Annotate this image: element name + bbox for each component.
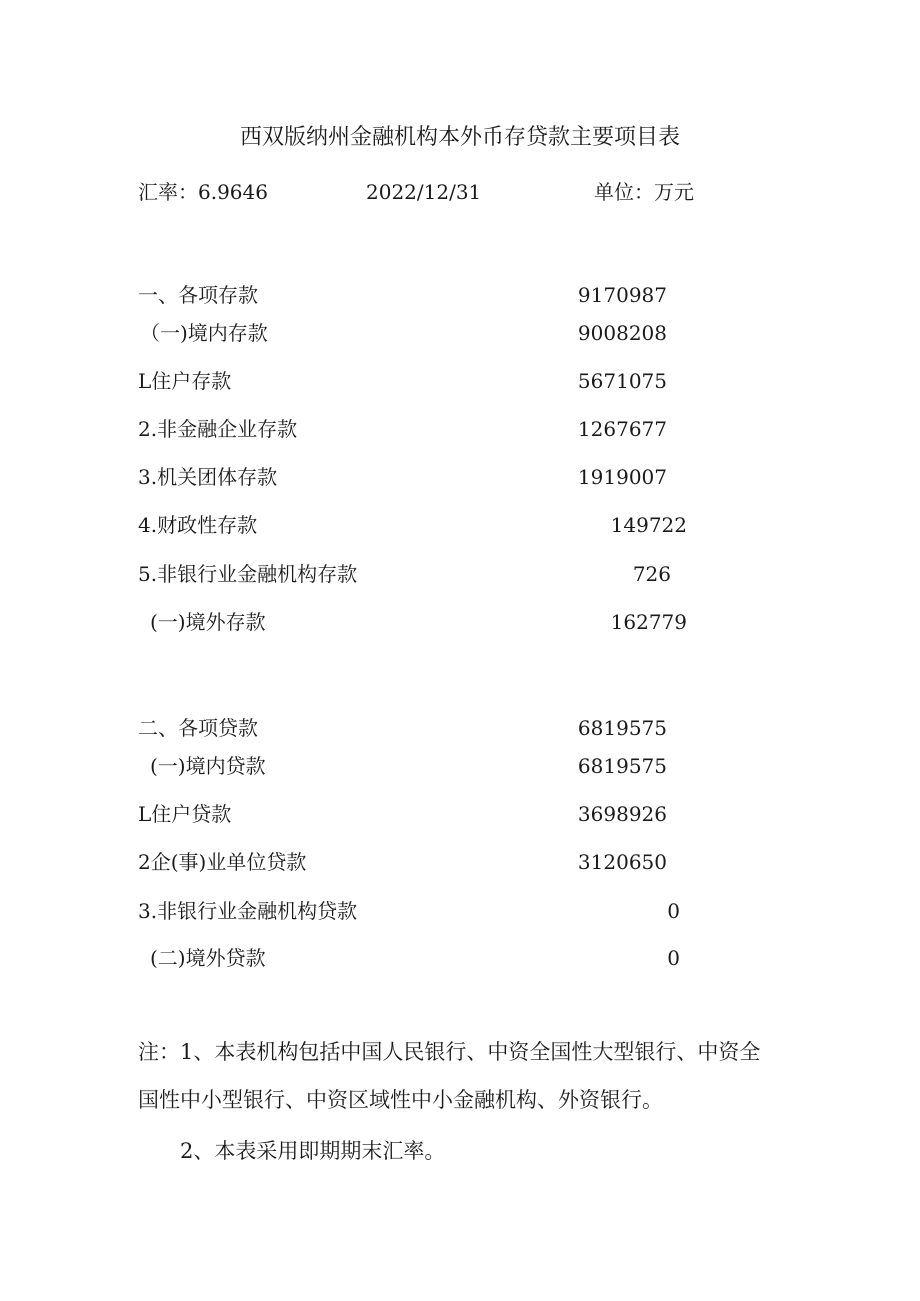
loan-label: 3.非银行业金融机构贷款 [138, 899, 358, 923]
deposit-label: L住户存款 [138, 369, 232, 393]
loan-value: 3698926 [577, 802, 667, 826]
deposit-value: 9008208 [577, 321, 667, 345]
deposit-value: 1267677 [577, 417, 667, 441]
loan-value: 6819575 [577, 754, 667, 778]
loan-value: 0 [667, 899, 680, 923]
deposit-value: 162779 [610, 610, 687, 634]
note-line: 国性中小型银行、中资区域性中小金融机构、外资银行。 [138, 1088, 663, 1112]
note-line: 注：1、本表机构包括中国人民银行、中资全国性大型银行、中资全 [138, 1040, 761, 1064]
loan-value: 6819575 [577, 716, 667, 740]
deposit-value: 726 [632, 562, 671, 586]
note-line: 2、本表采用即期期末汇率。 [180, 1139, 446, 1163]
deposit-label: （一)境内存款 [140, 321, 268, 345]
deposit-label: 3.机关团体存款 [138, 465, 278, 489]
loan-label: 二、各项贷款 [138, 716, 258, 740]
deposit-label: (一)境外存款 [150, 610, 266, 634]
loan-label: L住户贷款 [138, 802, 232, 826]
loan-label: (一)境内贷款 [150, 754, 266, 778]
deposit-value: 5671075 [577, 369, 667, 393]
loan-value: 3120650 [577, 850, 667, 874]
unit-label: 单位：万元 [594, 180, 694, 204]
page-title: 西双版纳州金融机构本外币存贷款主要项目表 [239, 125, 680, 150]
deposit-label: 4.财政性存款 [138, 513, 258, 537]
deposit-value: 1919007 [577, 465, 667, 489]
report-date: 2022/12/31 [366, 180, 482, 204]
deposit-label: 5.非银行业金融机构存款 [138, 562, 358, 586]
deposit-value: 9170987 [577, 283, 667, 307]
loan-label: 2企(事)业单位贷款 [138, 850, 307, 874]
deposit-label: 一、各项存款 [138, 283, 258, 307]
loan-value: 0 [667, 946, 680, 970]
deposit-label: 2.非金融企业存款 [138, 417, 298, 441]
loan-label: (二)境外贷款 [150, 946, 266, 970]
exchange-rate: 汇率：6.9646 [138, 180, 268, 204]
deposit-value: 149722 [610, 513, 687, 537]
